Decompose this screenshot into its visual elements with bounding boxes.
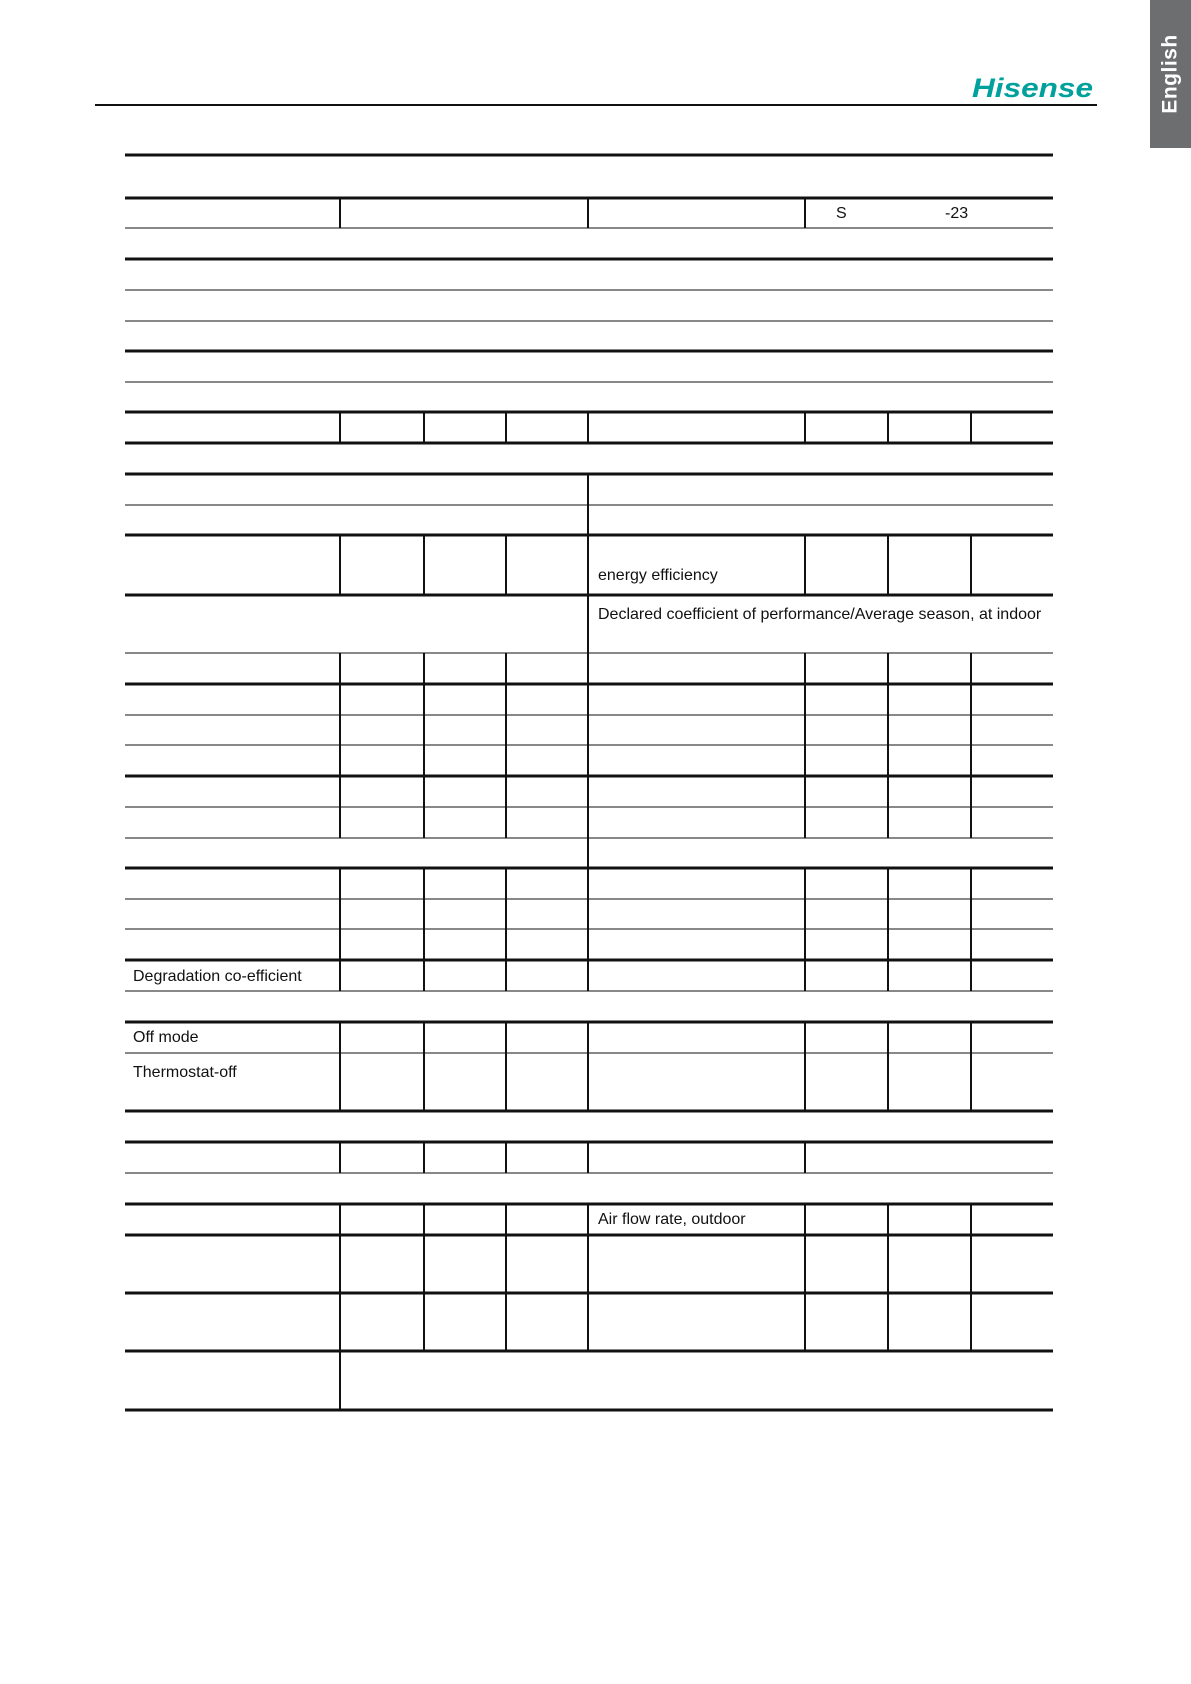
label-energy-efficiency: energy efficiency: [598, 567, 718, 584]
logo-wordmark: Hisense: [972, 73, 1093, 102]
label-degradation-coefficient: Degradation co-efficient: [133, 968, 302, 985]
language-label: English: [1158, 34, 1182, 114]
model-suffix: -23: [945, 205, 969, 222]
label-declared-cop: Declared coefficient of performance/Average season, at indoor: [598, 606, 1042, 623]
label-air-flow-outdoor: Air flow rate, outdoor: [598, 1211, 746, 1228]
model-prefix: S: [836, 205, 847, 222]
label-thermostat-off: Thermostat-off: [133, 1064, 237, 1081]
label-off-mode: Off mode: [133, 1029, 199, 1046]
